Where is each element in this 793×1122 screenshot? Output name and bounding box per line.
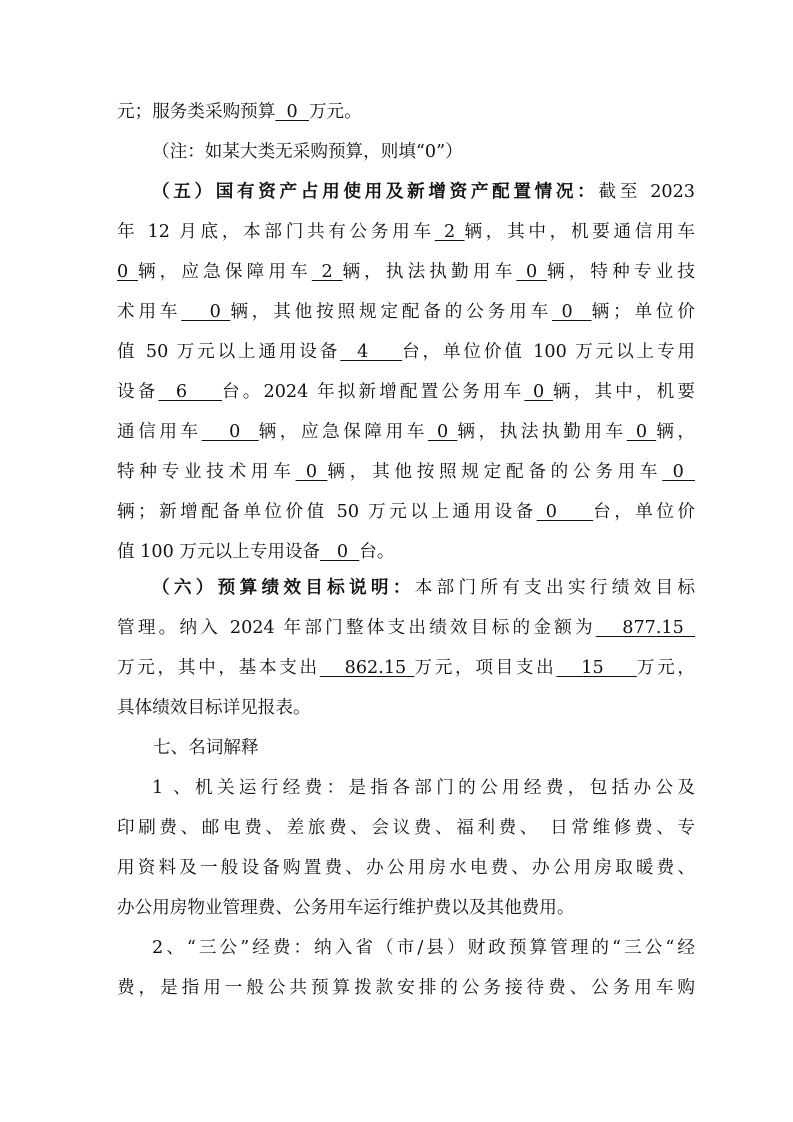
filled-value: 862.15 xyxy=(319,658,415,678)
text-fragment: 辆，其他按照规定配备的公务用车 xyxy=(327,462,663,482)
text-fragment: 辆；单位价 xyxy=(591,302,695,322)
text-fragment: 通信用车 xyxy=(117,422,202,442)
text-line: 印刷费、邮电费、差旅费、会议费、福利费、 日常维修费、专 xyxy=(117,818,695,838)
definition-one xyxy=(117,768,695,928)
procurement-paragraph xyxy=(117,92,695,132)
filled-value: 2 xyxy=(311,262,343,282)
text-fragment: 辆；新增配备单位价值 50 万元以上通用设备 xyxy=(117,502,537,522)
text-line: 1 、机关运行经费：是指各部门的公用经费，包括办公及 xyxy=(152,778,695,798)
text-fragment: 辆，特种专业技 xyxy=(546,262,695,282)
filled-value: 0 xyxy=(524,382,553,402)
text-fragment: 辆，执法执勤用车 xyxy=(457,422,627,442)
text-line xyxy=(117,492,695,532)
filled-value: 0 xyxy=(117,262,138,282)
text-fragment: 台。 xyxy=(359,542,395,562)
text-fragment: 辆，其中，机要通信用车 xyxy=(464,222,695,242)
text-line xyxy=(117,372,695,412)
filled-value: 0 xyxy=(536,502,594,522)
text-fragment: 元；服务类采购预算 xyxy=(117,102,276,122)
text-line xyxy=(117,452,695,492)
section-heading-five: （五）国有资产占用使用及新增资产配置情况： xyxy=(152,182,599,202)
filled-value: 0 xyxy=(275,102,309,122)
text-fragment: 年 12 月底，本部门共有公务用车 xyxy=(117,222,435,242)
filled-value: 0 xyxy=(552,302,592,322)
text-fragment: 台。2024 年拟新增配置公务用车 xyxy=(222,382,525,402)
text-line xyxy=(117,648,695,688)
section-heading-seven: 七、名词解释 xyxy=(153,738,259,758)
filled-value: 0 xyxy=(320,542,360,562)
filled-value: 0 xyxy=(662,462,695,482)
text-line: 办公用房物业管理费、公务用车运行维护费以及其他费用。 xyxy=(117,898,575,918)
text-line: 费，是指用一般公共预算拨款安排的公务接待费、公务用车购 xyxy=(117,978,695,998)
text-line xyxy=(117,608,695,648)
filled-value: 4 xyxy=(340,342,403,362)
text-line: 2、“三公”经费：纳入省（市/县）财政预算管理的“三公“经 xyxy=(152,938,695,958)
text-fragment: 台，单位价 xyxy=(593,502,695,522)
note-paragraph xyxy=(117,132,695,172)
section-heading-six: （六）预算绩效目标说明： xyxy=(152,578,415,598)
text-fragment: 万元，其中，基本支出 xyxy=(117,658,320,678)
performance-paragraph xyxy=(117,568,695,728)
text-fragment: 台，单位价值 100 万元以上专用 xyxy=(402,342,696,362)
text-fragment: 设备 xyxy=(117,382,159,402)
filled-value: 2 xyxy=(434,222,465,242)
text-line: 用资料及一般设备购置费、办公用房水电费、办公用房取暖费、 xyxy=(117,858,695,878)
text-fragment: 万元。 xyxy=(308,102,362,122)
text-fragment: 本部门所有支出实行绩效目标 xyxy=(414,578,695,598)
text-line xyxy=(117,532,695,572)
text-line xyxy=(117,412,695,452)
text-line xyxy=(117,332,695,372)
text-line xyxy=(117,568,695,608)
filled-value: 0 xyxy=(201,422,259,442)
text-fragment: 管理。纳入 2024 年部门整体支出绩效目标的金额为 xyxy=(117,618,596,638)
text-fragment: 辆，应急保障用车 xyxy=(258,422,428,442)
definition-two xyxy=(117,928,695,1008)
text-line xyxy=(117,252,695,292)
filled-value: 0 xyxy=(626,422,657,442)
text-line xyxy=(117,172,695,212)
text-fragment: 截至 2023 xyxy=(598,182,695,202)
text-fragment: 辆，其中，机要 xyxy=(552,382,695,402)
text-fragment: 值 100 万元以上专用设备 xyxy=(117,542,321,562)
text-fragment: 辆，执法执勤用车 xyxy=(342,262,517,282)
text-fragment: 值 50 万元以上通用设备 xyxy=(117,342,341,362)
note-text: （注：如某大类无采购预算，则填“0”） xyxy=(152,142,463,162)
filled-value: 0 xyxy=(427,422,458,442)
text-line: 具体绩效目标详见报表。 xyxy=(117,698,311,718)
filled-value: 0 xyxy=(295,462,328,482)
text-fragment: 术用车 xyxy=(117,302,182,322)
filled-value: 0 xyxy=(181,302,231,322)
text-line xyxy=(117,292,695,332)
filled-value: 0 xyxy=(516,262,547,282)
text-line xyxy=(117,212,695,252)
text-fragment: 辆，其他按照规定配备的公务用车 xyxy=(230,302,553,322)
text-fragment: 万元，项目支出 xyxy=(414,658,557,678)
text-line xyxy=(117,92,695,132)
text-fragment: 万元， xyxy=(636,658,695,678)
filled-value: 877.15 xyxy=(595,618,695,638)
assets-paragraph xyxy=(117,172,695,572)
filled-value: 6 xyxy=(158,382,223,402)
text-fragment: 辆， xyxy=(656,422,695,442)
text-fragment: 特种专业技术用车 xyxy=(117,462,296,482)
filled-value: 15 xyxy=(556,658,637,678)
text-fragment: 辆，应急保障用车 xyxy=(137,262,312,282)
